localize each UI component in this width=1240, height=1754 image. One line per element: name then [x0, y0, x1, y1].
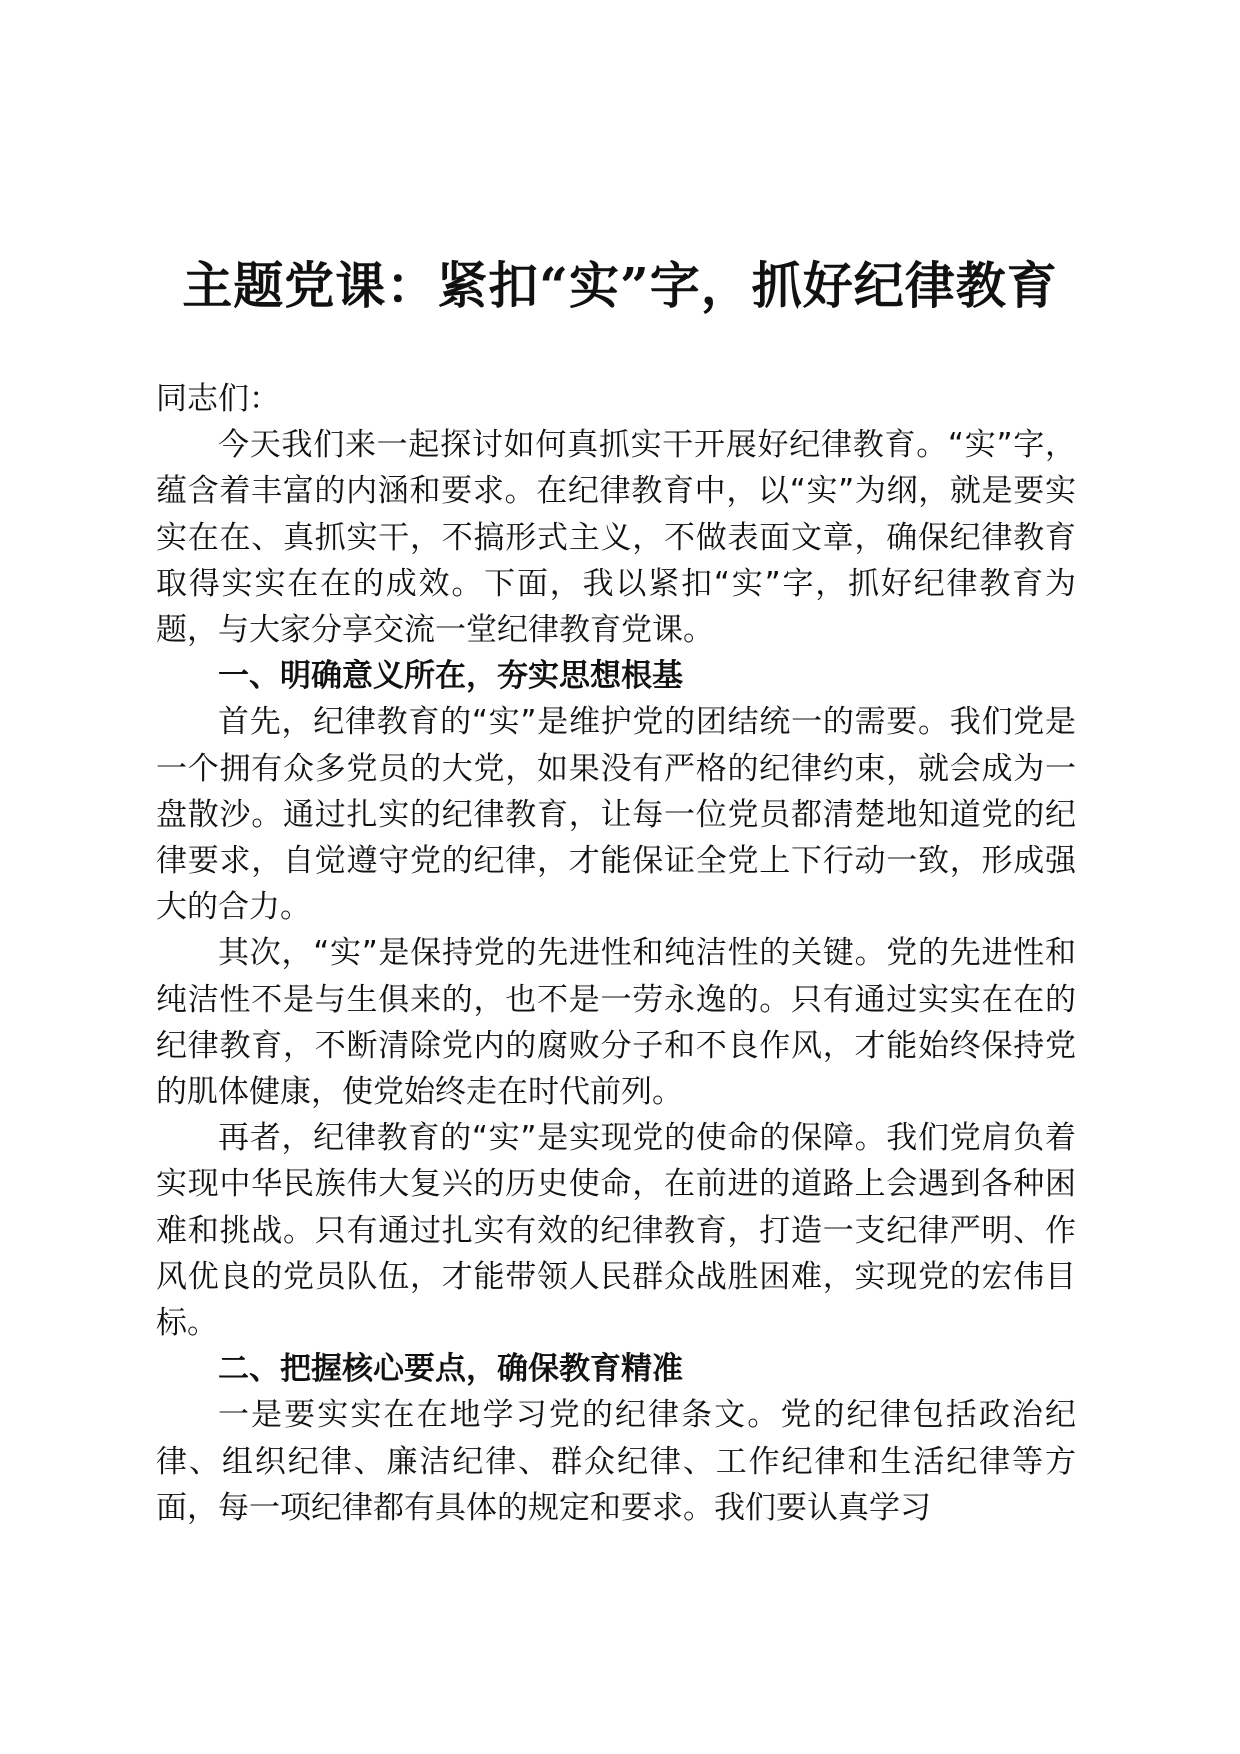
section-heading-2: 二、把握核心要点，确保教育精准	[218, 1351, 683, 1388]
body-paragraph: 一是要实实在在地学习党的纪律条文。党的纪律包括政治纪律、组织纪律、廉洁纪律、群众纪律、工作纪律和生活纪律等方面，每一项纪律都有具体的规定和要求。我们要认真学习	[156, 1397, 1076, 1526]
section-heading-1: 一、明确意义所在，夯实思想根基	[218, 658, 683, 695]
body-paragraph: 其次，“实”是保持党的先进性和纯洁性的关键。党的先进性和纯洁性不是与生俱来的，也不是一劳永逸的。只有通过实实在在的纪律教育，不断清除党内的腐败分子和不良作风，才能始终保持党的肌体健康，使党始终走在时代前列。	[156, 935, 1076, 1111]
document-title: 主题党课：紧扣“实”字，抓好纪律教育	[182, 256, 1058, 315]
salutation: 同志们：	[156, 381, 280, 417]
body-paragraph: 首先，纪律教育的“实”是维护党的团结统一的需要。我们党是一个拥有众多党员的大党，如果没有严格的纪律约束，就会成为一盘散沙。通过扎实的纪律教育，让每一位党员都清楚地知道党的纪律要求，自觉遵守党的纪律，才能保证全党上下行动一致，形成强大的合力。	[156, 704, 1076, 926]
body-paragraph: 再者，纪律教育的“实”是实现党的使命的保障。我们党肩负着实现中华民族伟大复兴的历史使命，在前进的道路上会遇到各种困难和挑战。只有通过扎实有效的纪律教育，打造一支纪律严明、作风优良的党员队伍，才能带领人民群众战胜困难，实现党的宏伟目标。	[156, 1120, 1076, 1342]
intro-paragraph: 今天我们来一起探讨如何真抓实干开展好纪律教育。“实”字，蕴含着丰富的内涵和要求。在纪律教育中，以“实”为纲，就是要实实在在、真抓实干，不搞形式主义，不做表面文章，确保纪律教育取得实实在在的成效。下面，我以紧扣“实”字，抓好纪律教育为题，与大家分享交流一堂纪律教育党课。	[156, 427, 1076, 649]
document-body	[156, 376, 1076, 1531]
